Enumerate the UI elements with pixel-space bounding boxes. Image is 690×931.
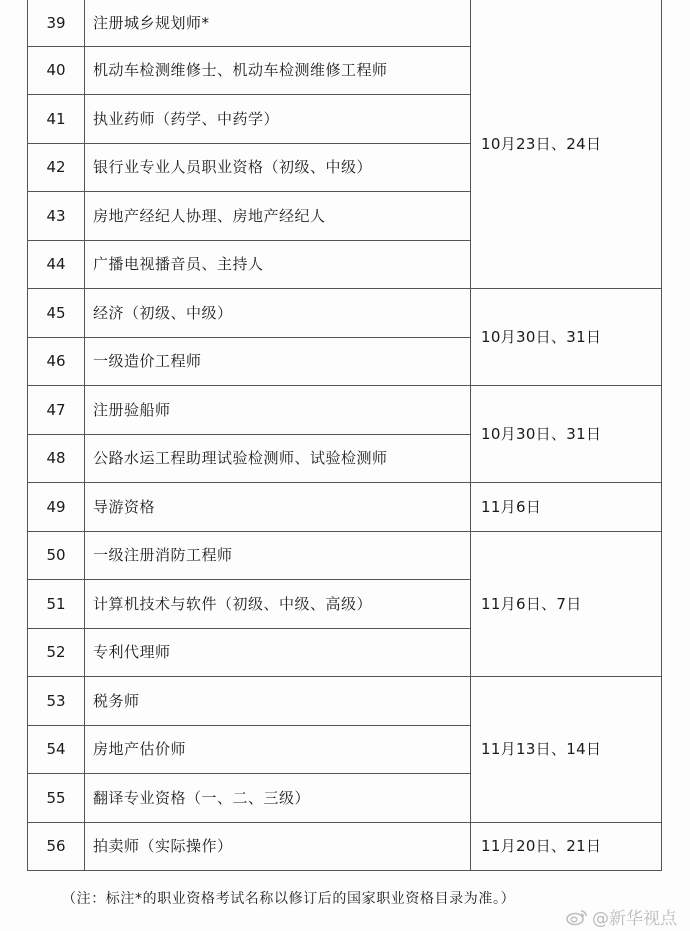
weibo-logo-icon [566, 908, 588, 926]
watermark [566, 904, 677, 929]
row-number: 54 [28, 725, 85, 774]
exam-date: 11月13日、14日 [471, 677, 662, 823]
row-number: 41 [28, 95, 85, 144]
row-number: 51 [28, 580, 85, 629]
footnote: （注：标注*的职业资格考试名称以修订后的国家职业资格目录为准。） [62, 891, 516, 907]
table-row [28, 483, 662, 532]
exam-name: 公路水运工程助理试验检测师、试验检测师 [85, 434, 471, 483]
table-row [28, 822, 662, 871]
exam-name: 经济（初级、中级） [85, 289, 471, 338]
row-number: 42 [28, 143, 85, 192]
table-row [28, 677, 662, 726]
table-row [28, 386, 662, 435]
exam-schedule-table [27, 0, 662, 871]
exam-name: 一级造价工程师 [85, 337, 471, 386]
exam-name: 广播电视播音员、主持人 [85, 240, 471, 289]
row-number: 53 [28, 677, 85, 726]
row-number: 55 [28, 774, 85, 823]
exam-name: 机动车检测维修士、机动车检测维修工程师 [85, 46, 471, 95]
table-row [28, 0, 662, 46]
row-number: 50 [28, 531, 85, 580]
exam-name: 注册城乡规划师* [85, 0, 471, 46]
exam-name: 注册验船师 [85, 386, 471, 435]
exam-date: 10月30日、31日 [471, 386, 662, 483]
exam-date: 11月6日 [471, 483, 662, 532]
row-number: 39 [28, 0, 85, 46]
exam-date: 11月20日、21日 [471, 822, 662, 871]
row-number: 48 [28, 434, 85, 483]
row-number: 45 [28, 289, 85, 338]
watermark-text: @新华视点 [592, 909, 677, 929]
exam-date: 10月23日、24日 [471, 0, 662, 289]
exam-name: 银行业专业人员职业资格（初级、中级） [85, 143, 471, 192]
row-number: 47 [28, 386, 85, 435]
exam-name: 计算机技术与软件（初级、中级、高级） [85, 580, 471, 629]
table-row [28, 531, 662, 580]
exam-date: 10月30日、31日 [471, 289, 662, 386]
row-number: 56 [28, 822, 85, 871]
exam-name: 一级注册消防工程师 [85, 531, 471, 580]
row-number: 46 [28, 337, 85, 386]
exam-name: 翻译专业资格（一、二、三级） [85, 774, 471, 823]
exam-name: 执业药师（药学、中药学） [85, 95, 471, 144]
exam-name: 拍卖师（实际操作） [85, 822, 471, 871]
exam-name: 导游资格 [85, 483, 471, 532]
exam-name: 房地产经纪人协理、房地产经纪人 [85, 192, 471, 241]
row-number: 52 [28, 628, 85, 677]
exam-name: 房地产估价师 [85, 725, 471, 774]
table-row [28, 289, 662, 338]
row-number: 44 [28, 240, 85, 289]
row-number: 40 [28, 46, 85, 95]
row-number: 49 [28, 483, 85, 532]
row-number: 43 [28, 192, 85, 241]
exam-name: 税务师 [85, 677, 471, 726]
exam-date: 11月6日、7日 [471, 531, 662, 677]
exam-name: 专利代理师 [85, 628, 471, 677]
